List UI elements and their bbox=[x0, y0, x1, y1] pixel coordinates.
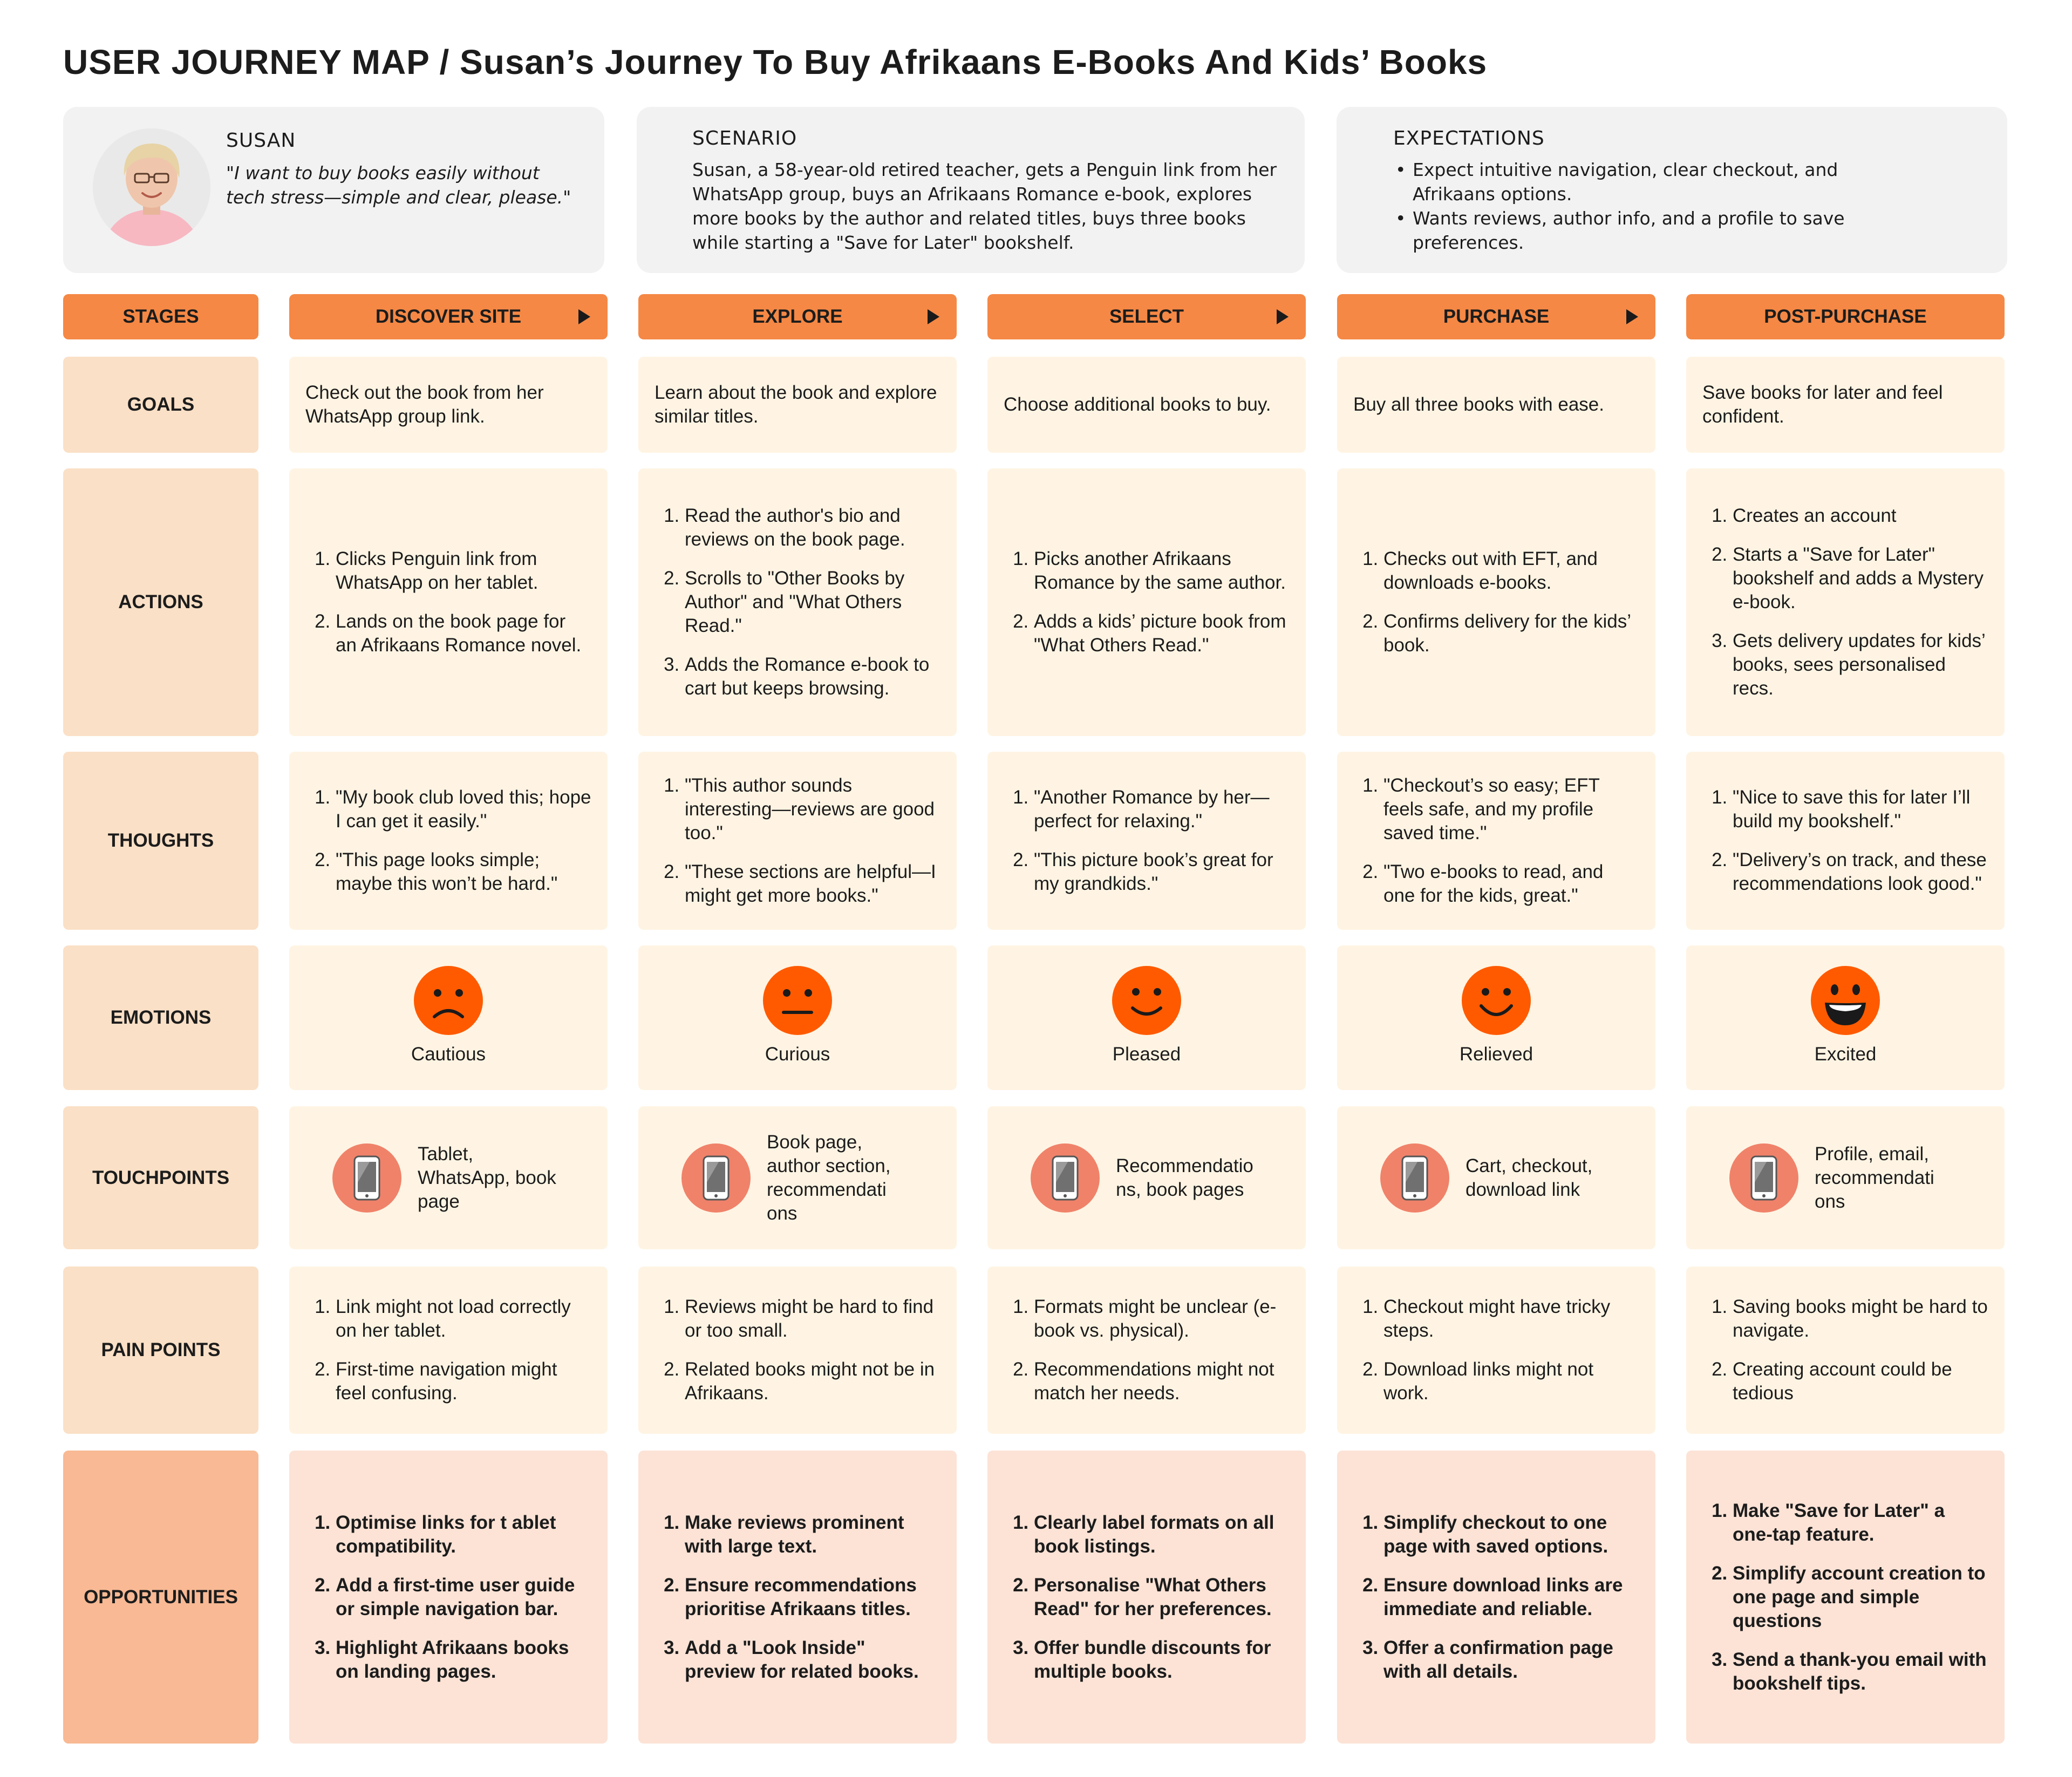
thought-item: 2. "Delivery’s on track, and these recommendations look good." bbox=[1733, 848, 1988, 896]
action-item: 3. Gets delivery updates for kids’ books, sees personalised recs. bbox=[1733, 629, 1988, 700]
action-item: 1. Read the author's bio and reviews on the book page. bbox=[685, 504, 940, 552]
touchpoint-text: Cart, checkout, download link bbox=[1466, 1155, 1593, 1200]
opportunities-list bbox=[1353, 1511, 1639, 1684]
touchpoint-cell bbox=[987, 1106, 1306, 1249]
expectation-item: • Expect intuitive navigation, clear checkout, and Afrikaans options. bbox=[1393, 158, 1879, 206]
row-label-actions: ACTIONS bbox=[63, 468, 258, 736]
opportunity-item: 2. Ensure recommendations prioritise Afrikaans titles. bbox=[685, 1574, 940, 1621]
stages-label: STAGES bbox=[63, 294, 258, 339]
persona-photo bbox=[93, 128, 210, 246]
opportunity-item: 3. Offer a confirmation page with all details. bbox=[1383, 1636, 1639, 1684]
goal-cell bbox=[289, 357, 608, 453]
neutral-face-icon bbox=[762, 965, 833, 1036]
opportunity-item: 1. Clearly label formats on all book listings. bbox=[1034, 1511, 1290, 1558]
touchpoint-cell bbox=[638, 1106, 957, 1249]
emotion-cell bbox=[289, 945, 608, 1090]
emotion-label: Excited bbox=[1814, 1044, 1877, 1065]
page-title: USER JOURNEY MAP / Susan’s Journey To Buy Afrikaans E-Books And Kids’ Books bbox=[63, 43, 1488, 81]
arrow-right-icon bbox=[928, 309, 939, 324]
opportunity-item: 3. Offer bundle discounts for multiple books. bbox=[1034, 1636, 1290, 1684]
goal-text: Buy all three books with ease. bbox=[1353, 394, 1604, 415]
touchpoint-cell bbox=[289, 1106, 608, 1249]
pain-points-cell bbox=[638, 1267, 957, 1434]
action-item: 3. Adds the Romance e-book to cart but keeps browsing. bbox=[685, 653, 940, 700]
goal-text: Check out the book from her WhatsApp group link. bbox=[305, 382, 544, 427]
thoughts-list bbox=[305, 786, 591, 896]
pain-point-item: 1. Saving books might be hard to navigate. bbox=[1733, 1295, 1988, 1343]
grin-face-icon bbox=[1810, 965, 1881, 1036]
opportunity-item: 2. Personalise "What Others Read" for her preferences. bbox=[1034, 1574, 1290, 1621]
pain-points-cell bbox=[289, 1267, 608, 1434]
persona-quote: "I want to buy books easily without tech stress—simple and clear, please." bbox=[226, 162, 571, 208]
pain-points-cell bbox=[987, 1267, 1306, 1434]
emotion-label: Cautious bbox=[411, 1044, 486, 1065]
tablet-icon bbox=[332, 1143, 401, 1213]
emotion-cell bbox=[1686, 945, 2005, 1090]
expectations-card bbox=[1337, 107, 2007, 273]
tablet-icon bbox=[1729, 1143, 1798, 1213]
expectations-list bbox=[1393, 158, 1879, 255]
stage-name: PURCHASE bbox=[1443, 306, 1550, 327]
arrow-right-icon bbox=[1626, 309, 1638, 324]
opportunities-list bbox=[655, 1511, 940, 1684]
thought-item: 2. "This picture book’s great for my grandkids." bbox=[1034, 848, 1290, 896]
slight-smile-face-icon bbox=[1111, 965, 1182, 1036]
opportunity-item: 1. Make reviews prominent with large text. bbox=[685, 1511, 940, 1558]
thought-item: 1. "Checkout’s so easy; EFT feels safe, and my profile saved time." bbox=[1383, 774, 1639, 845]
pain-point-item: 1. Link might not load correctly on her tablet. bbox=[336, 1295, 591, 1343]
row-label-emotions: EMOTIONS bbox=[63, 945, 258, 1090]
opportunities-list bbox=[305, 1511, 591, 1684]
goal-text: Choose additional books to buy. bbox=[1004, 394, 1271, 415]
stage-name: DISCOVER SITE bbox=[375, 306, 522, 327]
action-item: 2. Confirms delivery for the kids’ book. bbox=[1383, 610, 1639, 657]
actions-cell bbox=[987, 468, 1306, 736]
opportunities-list bbox=[1702, 1499, 1988, 1696]
thoughts-list bbox=[1702, 786, 1988, 896]
row-label-thoughts: THOUGHTS bbox=[63, 752, 258, 930]
touchpoint-cell bbox=[1337, 1106, 1655, 1249]
thoughts-cell bbox=[289, 752, 608, 930]
row-label-pain-points: PAIN POINTS bbox=[63, 1267, 258, 1434]
thought-item: 1. "Another Romance by her—perfect for relaxing." bbox=[1034, 786, 1290, 833]
opportunities-cell bbox=[987, 1451, 1306, 1744]
row-label-opportunities: OPPORTUNITIES bbox=[63, 1451, 258, 1744]
thoughts-list bbox=[1353, 774, 1639, 908]
actions-cell bbox=[289, 468, 608, 736]
thought-item: 2. "This page looks simple; maybe this won’t be hard." bbox=[336, 848, 591, 896]
action-item: 1. Clicks Penguin link from WhatsApp on her tablet. bbox=[336, 547, 591, 595]
goal-cell bbox=[1686, 357, 2005, 453]
persona-name: SUSAN bbox=[226, 130, 296, 152]
opportunity-item: 3. Add a "Look Inside" preview for related books. bbox=[685, 1636, 940, 1684]
stage-name: EXPLORE bbox=[752, 306, 843, 327]
thought-item: 2. "These sections are helpful—I might get more books." bbox=[685, 860, 940, 908]
row-label-goals: GOALS bbox=[63, 357, 258, 453]
opportunity-item: 1. Optimise links for t ablet compatibility. bbox=[336, 1511, 591, 1558]
pain-point-item: 2. Creating account could be tedious bbox=[1733, 1358, 1988, 1405]
stage-header-discover bbox=[289, 294, 608, 339]
thoughts-cell bbox=[1686, 752, 2005, 930]
goal-cell bbox=[1337, 357, 1655, 453]
pain-point-item: 2. Download links might not work. bbox=[1383, 1358, 1639, 1405]
action-item: 1. Checks out with EFT, and downloads e-books. bbox=[1383, 547, 1639, 595]
pain-points-list bbox=[1004, 1295, 1290, 1405]
stage-header-purchase bbox=[1337, 294, 1655, 339]
action-item: 2. Scrolls to "Other Books by Author" and "What Others Read." bbox=[685, 567, 940, 638]
opportunity-item: 2. Ensure download links are immediate and reliable. bbox=[1383, 1574, 1639, 1621]
pain-points-list bbox=[1353, 1295, 1639, 1405]
pain-point-item: 2. Related books might not be in Afrikaans. bbox=[685, 1358, 940, 1405]
thought-item: 2. "Two e-books to read, and one for the kids, great." bbox=[1383, 860, 1639, 908]
stage-header-select bbox=[987, 294, 1306, 339]
opportunity-item: 2. Add a first-time user guide or simple navigation bar. bbox=[336, 1574, 591, 1621]
thought-item: 1. "My book club loved this; hope I can get it easily." bbox=[336, 786, 591, 833]
stage-header-post-purchase bbox=[1686, 294, 2005, 339]
action-item: 2. Starts a "Save for Later" bookshelf and adds a Mystery e-book. bbox=[1733, 543, 1988, 614]
scenario-heading: SCENARIO bbox=[692, 127, 798, 149]
opportunity-item: 2. Simplify account creation to one page and simple questions bbox=[1733, 1562, 1988, 1633]
action-item: 2. Adds a kids’ picture book from "What Others Read." bbox=[1034, 610, 1290, 657]
thought-item: 1. "Nice to save this for later I’ll build my bookshelf." bbox=[1733, 786, 1988, 833]
opportunity-item: 3. Send a thank-you email with bookshelf tips. bbox=[1733, 1648, 1988, 1696]
opportunities-cell bbox=[289, 1451, 608, 1744]
emotion-cell bbox=[638, 945, 957, 1090]
arrow-right-icon bbox=[1277, 309, 1289, 324]
pain-point-item: 1. Checkout might have tricky steps. bbox=[1383, 1295, 1639, 1343]
emotion-cell bbox=[1337, 945, 1655, 1090]
opportunities-list bbox=[1004, 1511, 1290, 1684]
tablet-icon bbox=[681, 1143, 751, 1213]
worried-face-icon bbox=[413, 965, 484, 1036]
pain-points-cell bbox=[1686, 1267, 2005, 1434]
pain-points-cell bbox=[1337, 1267, 1655, 1434]
actions-list bbox=[655, 504, 940, 700]
touchpoint-text: Book page, author section, recommendati ons bbox=[767, 1131, 891, 1224]
thought-item: 1. "This author sounds interesting—reviews are good too." bbox=[685, 774, 940, 845]
row-label-touchpoints: TOUCHPOINTS bbox=[63, 1106, 258, 1249]
thoughts-list bbox=[655, 774, 940, 908]
pain-point-item: 2. First-time navigation might feel confusing. bbox=[336, 1358, 591, 1405]
expectation-item: • Wants reviews, author info, and a profile to save preferences. bbox=[1393, 206, 1879, 255]
goal-text: Learn about the book and explore similar titles. bbox=[655, 382, 937, 427]
smile-face-icon bbox=[1461, 965, 1532, 1036]
touchpoint-text: Tablet, WhatsApp, book page bbox=[418, 1143, 556, 1212]
opportunity-item: 1. Make "Save for Later" a one-tap feature. bbox=[1733, 1499, 1988, 1547]
actions-list bbox=[1702, 504, 1988, 700]
actions-cell bbox=[1337, 468, 1655, 736]
goal-cell bbox=[638, 357, 957, 453]
persona-avatar bbox=[93, 128, 210, 246]
pain-point-item: 1. Formats might be unclear (e-book vs. physical). bbox=[1034, 1295, 1290, 1343]
scenario-text: Susan, a 58-year-old retired teacher, gets a Penguin link from her WhatsApp group, buys an Afrikaans Romance e-book, explores more books by the author and related titles, buys three books while starting a "Save for Later" bookshelf. bbox=[692, 159, 1277, 253]
thoughts-cell bbox=[1337, 752, 1655, 930]
tablet-icon bbox=[1031, 1143, 1100, 1213]
thoughts-cell bbox=[638, 752, 957, 930]
goal-text: Save books for later and feel confident. bbox=[1702, 382, 1943, 427]
opportunities-cell bbox=[638, 1451, 957, 1744]
pain-point-item: 2. Recommendations might not match her needs. bbox=[1034, 1358, 1290, 1405]
tablet-icon bbox=[1380, 1143, 1449, 1213]
action-item: 1. Picks another Afrikaans Romance by the same author. bbox=[1034, 547, 1290, 595]
persona-card bbox=[63, 107, 604, 273]
touchpoint-cell bbox=[1686, 1106, 2005, 1249]
actions-list bbox=[1353, 547, 1639, 657]
emotion-cell bbox=[987, 945, 1306, 1090]
opportunities-cell bbox=[1337, 1451, 1655, 1744]
expectations-heading: EXPECTATIONS bbox=[1393, 127, 1545, 149]
actions-list bbox=[1004, 547, 1290, 657]
pain-point-item: 1. Reviews might be hard to find or too small. bbox=[685, 1295, 940, 1343]
opportunity-item: 3. Highlight Afrikaans books on landing pages. bbox=[336, 1636, 591, 1684]
action-item: 2. Lands on the book page for an Afrikaans Romance novel. bbox=[336, 610, 591, 657]
touchpoint-text: Profile, email, recommendati ons bbox=[1815, 1143, 1934, 1212]
action-item: 1. Creates an account bbox=[1733, 504, 1988, 528]
pain-points-list bbox=[305, 1295, 591, 1405]
emotion-label: Pleased bbox=[1112, 1044, 1181, 1065]
scenario-card bbox=[637, 107, 1305, 273]
goal-cell bbox=[987, 357, 1306, 453]
stage-header-explore bbox=[638, 294, 957, 339]
touchpoint-text: Recommendatio ns, book pages bbox=[1116, 1155, 1253, 1200]
arrow-right-icon bbox=[578, 309, 590, 324]
actions-list bbox=[305, 547, 591, 657]
actions-cell bbox=[638, 468, 957, 736]
emotion-label: Relieved bbox=[1459, 1044, 1533, 1065]
pain-points-list bbox=[655, 1295, 940, 1405]
opportunities-cell bbox=[1686, 1451, 2005, 1744]
pain-points-list bbox=[1702, 1295, 1988, 1405]
opportunity-item: 1. Simplify checkout to one page with saved options. bbox=[1383, 1511, 1639, 1558]
thoughts-list bbox=[1004, 786, 1290, 896]
emotion-label: Curious bbox=[765, 1044, 830, 1065]
actions-cell bbox=[1686, 468, 2005, 736]
thoughts-cell bbox=[987, 752, 1306, 930]
stage-name: SELECT bbox=[1109, 306, 1184, 327]
stage-name: POST-PURCHASE bbox=[1764, 306, 1927, 327]
